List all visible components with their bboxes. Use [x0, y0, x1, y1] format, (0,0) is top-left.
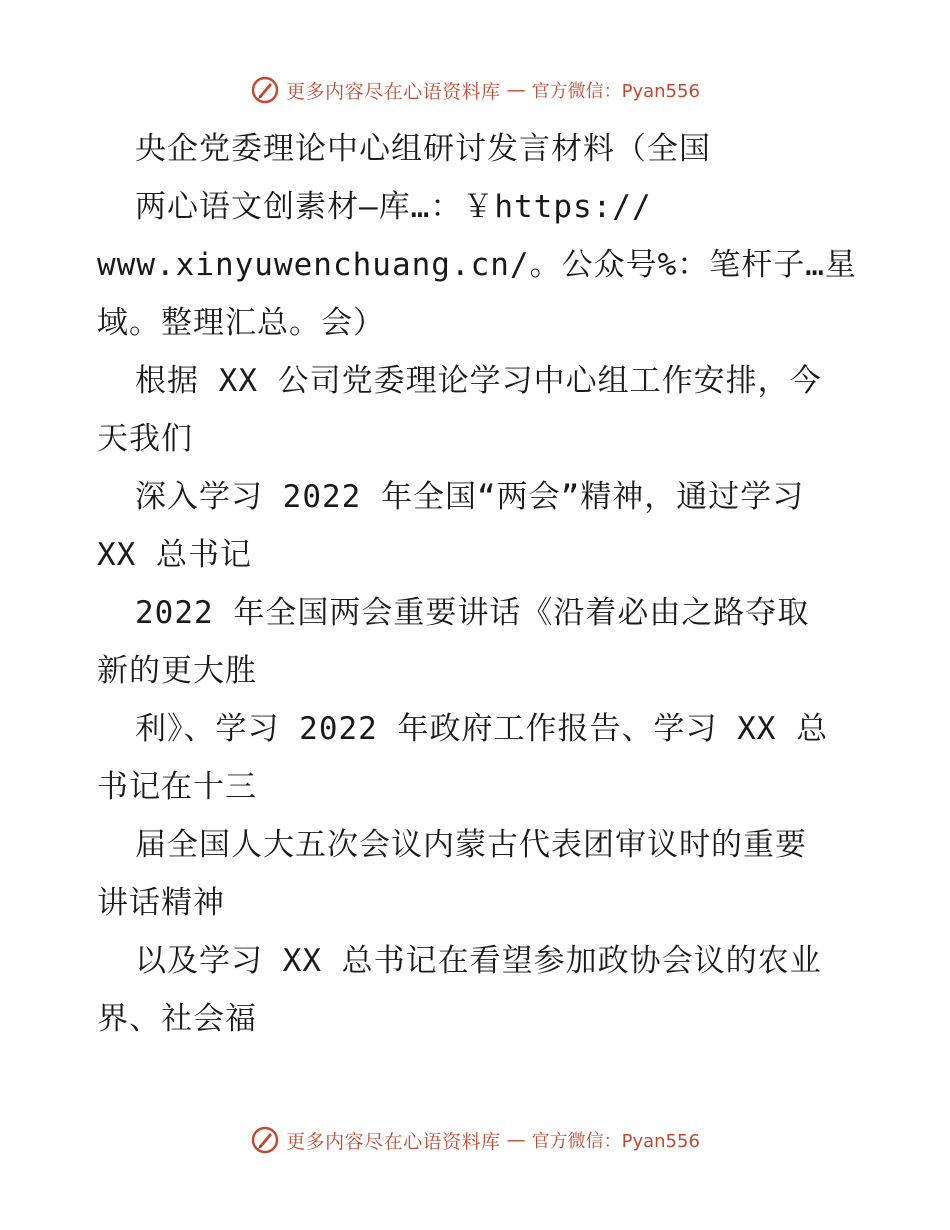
body-line: XX 总书记	[97, 537, 252, 573]
quill-pen-logo-icon	[250, 75, 280, 105]
watermark-separator: —	[506, 1129, 526, 1151]
body-line: 两心语文创素材—库…：￥https://	[135, 189, 652, 225]
quill-pen-logo-icon	[250, 1125, 280, 1155]
watermark-contact-text: 官方微信：Pyan556	[531, 1131, 700, 1152]
document-body	[97, 120, 857, 1048]
watermark-main-text: 更多内容尽在心语资料库	[286, 80, 501, 103]
watermark-separator: —	[506, 79, 526, 101]
footer-watermark	[0, 1120, 950, 1160]
body-line: 新的更大胜	[97, 653, 257, 689]
body-line: 届全国人大五次会议内蒙古代表团审议时的重要	[135, 827, 807, 863]
body-line: 天我们	[97, 421, 193, 457]
body-line: 以及学习 XX 总书记在看望参加政协会议的农业	[135, 943, 822, 979]
body-line: 域。整理汇总。会）	[97, 305, 385, 341]
body-line: 央企党委理论中心组研讨发言材料（全国	[135, 131, 711, 167]
body-line: 书记在十三	[97, 769, 257, 805]
body-line: 讲话精神	[97, 885, 225, 921]
body-line: 2022 年全国两会重要讲话《沿着必由之路夺取	[135, 595, 810, 631]
body-line: 深入学习 2022 年全国“两会”精神，通过学习	[135, 479, 805, 515]
watermark-main-text: 更多内容尽在心语资料库	[286, 1130, 501, 1153]
header-watermark	[0, 70, 950, 110]
body-line: 根据 XX 公司党委理论学习中心组工作安排，今	[135, 363, 822, 399]
watermark-contact-text: 官方微信：Pyan556	[531, 81, 700, 102]
body-line: 界、社会福	[97, 1001, 257, 1037]
body-line: www.xinyuwenchuang.cn/。公众号%：笔杆子…星	[97, 247, 857, 283]
body-line: 利》、学习 2022 年政府工作报告、学习 XX 总	[135, 711, 829, 747]
